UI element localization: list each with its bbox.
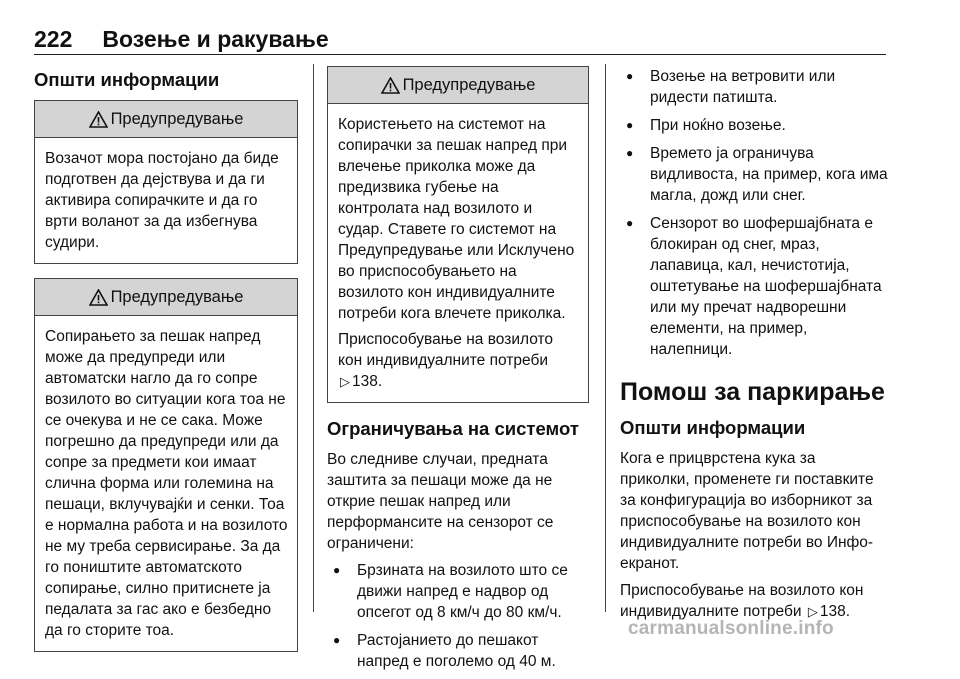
warning-box [34,100,298,264]
warning-header [328,67,588,104]
page-title: Возење и ракување [102,26,329,52]
warning-text: Возачот мора постојано да биде подготвен да дејствува и да ги активира сопирачките и да го врти воланот за да избегнува судири. [45,150,279,251]
column-3 [620,62,888,628]
subsection-title-general-info: Општи информации [620,417,806,438]
paragraph: Кога е прицврстена кука за приколки, променете ги поставките за конфигурација во изборникот за приспособување на возилото кон индивидуалните потреби во Инфо-екранот. [620,450,874,572]
warning-body [35,138,297,263]
page-number: 222 [34,26,73,52]
warning-body [328,104,588,402]
warning-header [35,101,297,138]
warning-label: Предупредување [110,287,244,306]
list-item: ● Сензорот во шофершајбната е блокиран од снег, мраз, лапавица, кал, нечистотија, оштетување на шофершајбната или му пречат надворешни елементи, на пример, налепници. [620,213,888,360]
warning-text: Сопирањето за пешак напред може да предупреди или автоматски нагло да го сопре возилото во ситуации кога тоа не се очекува и не се сака. Може погрешно да предупреди или да сопре за предмети кои имаат слична форма или големина на пешаци, вклучувајќи и сенки. Тоа е нормална работа и на возилото не му треба сервисирање. За да го поништите автоматското сопирање, силно притиснете ја педалата за гас ако е безбедно да го сторите тоа. [45,328,288,639]
page-header [34,22,886,55]
warning-triangle-icon [381,77,400,94]
intro-text: Во следниве случаи, предната заштита за пешаци може да не открие пешак напред или перформансите на сензорот се ограничени: [327,451,554,552]
section-title-parking-assist: Помош за паркирање [620,378,885,406]
warning-label: Предупредување [402,75,536,94]
limitations-list-continued [620,66,888,360]
warning-triangle-icon [89,111,108,128]
warning-label: Предупредување [110,109,244,128]
column-1 [34,62,298,662]
limitations-list [327,560,589,672]
list-item: ● Растојанието до пешакот напред е поголемо од 40 м. [327,630,589,672]
list-item: ● При ноќно возење. [620,115,888,136]
reference-text: Приспособување на возилото кон индивидуалните потреби [620,582,864,620]
list-item: ● Возење на ветровити или ридести патишта. [620,66,888,108]
reference-arrow-icon[interactable]: ▷ [807,604,818,619]
list-item: ● Брзината на возилото што се движи напред е надвор од опсегот од 8 км/ч до 80 км/ч. [327,560,589,623]
warning-box [327,66,589,403]
warning-reference [338,329,580,392]
warning-header [35,279,297,316]
reference-arrow-icon[interactable]: ▷ [340,374,350,389]
watermark: carmanualsonline.info [628,618,834,639]
column-divider [313,64,314,612]
column-2 [327,62,589,679]
warning-body [35,316,297,651]
warning-box [34,278,298,652]
column-divider [605,64,606,612]
reference-paragraph [620,580,888,622]
reference-page-link[interactable]: 138. [819,603,851,620]
section-title-system-limitations: Ограничувања на системот [327,418,579,439]
warning-triangle-icon [89,289,108,306]
section-title-general-info: Општи информации [34,69,220,90]
list-item: ● Времето ја ограничува видливоста, на пример, кога има магла, дожд или снег. [620,143,888,206]
reference-page-link[interactable]: 138. [352,373,383,390]
warning-text: Користењето на системот на сопирачки за пешак напред при влечење приколка може да предизвика губење на контролата над возилото и судар. Ставете го системот на Предупредување или Исклучено во приспособувањето на возилото кон индивидуалните потреби кога влечете приколка. [338,116,575,322]
reference-text: Приспособување на возилото кон индивидуалните потреби [338,331,554,369]
